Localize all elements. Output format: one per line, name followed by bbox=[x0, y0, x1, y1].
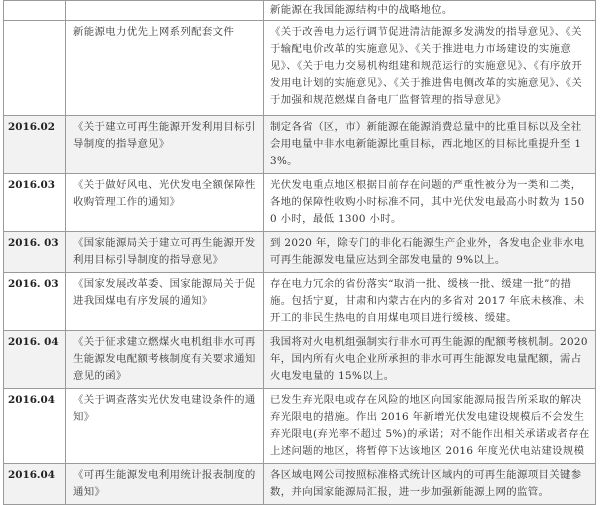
document-cell: 《关于建立可再生能源开发利用目标引导制度的指导意见》 bbox=[66, 116, 264, 174]
date-cell: 2016. 03 bbox=[4, 273, 66, 331]
table-row bbox=[4, 389, 596, 464]
content-cell: 光伏发电重点地区根据目前存在问题的严重性被分为一类和二类，各地的保障性收购小时标准不同，其中光伏发电最高小时数为 1500 小时，最低 1300 小时。 bbox=[264, 174, 596, 232]
content-cell: 新能源在我国能源结构中的战略地位。 bbox=[264, 1, 596, 21]
date-cell: 2016.02 bbox=[4, 116, 66, 174]
date-cell: 2016.04 bbox=[4, 464, 66, 505]
table-row bbox=[4, 464, 596, 505]
document-cell: 《国家发展改革委、国家能源局关于促进我国煤电有序发展的通知》 bbox=[66, 273, 264, 331]
table-row bbox=[4, 116, 596, 174]
content-cell: 制定各省（区，市）新能源在能源消费总量中的比重目标以及全社会用电量中非水电新能源比重目标，西北地区的目标比重提升至 13%。 bbox=[264, 116, 596, 174]
table-row bbox=[4, 331, 596, 389]
document-cell: 《关于征求建立燃煤火电机组非水可再生能源发电配额考核制度有关要求通知意见的函》 bbox=[66, 331, 264, 389]
document-cell: 《国家能源局关于建立可再生能源开发利用目标引导制度的指导意见》 bbox=[66, 232, 264, 273]
content-cell: 存在电力冗余的省份落实“取消一批、缓核一批、缓建一批”的措施。包括宁夏，甘肃和内蒙古在内的多省对 2017 年底未核准、未开工的非民生热电的自用煤电项目进行缓核、缓建。 bbox=[264, 273, 596, 331]
document-cell: 《可再生能源发电利用统计报表制度的通知》 bbox=[66, 464, 264, 505]
date-cell: 2016. 04 bbox=[4, 331, 66, 389]
date-cell: 2016.03 bbox=[4, 174, 66, 232]
document-cell bbox=[66, 1, 264, 21]
content-cell: 各区域电网公司按照标准格式统计区域内的可再生能源项目关键参数，并向国家能源局汇报，进一步加强新能源上网的监管。 bbox=[264, 464, 596, 505]
date-cell bbox=[4, 21, 66, 116]
table-row bbox=[4, 273, 596, 331]
document-cell: 新能源电力优先上网系列配套文件 bbox=[66, 21, 264, 116]
content-cell: 我国将对火电机组强制实行非水可再生能源的配额考核机制。2020 年，国内所有火电企业所承担的非水可再生能源发电量配额，需占火电发电量的 15%以上。 bbox=[264, 331, 596, 389]
table-row bbox=[4, 21, 596, 116]
policy-table bbox=[3, 0, 596, 505]
table-row bbox=[4, 1, 596, 21]
date-cell: 2016. 03 bbox=[4, 232, 66, 273]
policy-table-container bbox=[3, 0, 595, 505]
content-cell: 到 2020 年，除专门的非化石能源生产企业外，各发电企业非水电可再生能源发电量应达到全部发电量的 9%以上。 bbox=[264, 232, 596, 273]
content-cell: 《关于改善电力运行调节促进清洁能源多发满发的指导意见》、《关于输配电价改革的实施意见》、《关于推进电力市场建设的实施意见》、《关于电力交易机构组建和规范运行的实施意见》、《有序放开发用电计划的实施意见》、《关于推进售电侧改革的实施意见》、《关于加强和规范燃煤自备电厂监督管理的指导意见》 bbox=[264, 21, 596, 116]
date-cell bbox=[4, 1, 66, 21]
table-row bbox=[4, 174, 596, 232]
document-cell: 《关于做好风电、光伏发电全额保障性收购管理工作的通知》 bbox=[66, 174, 264, 232]
document-cell: 《关于调查落实光伏发电建设条件的通知》 bbox=[66, 389, 264, 464]
content-cell: 已发生弃光限电或存在风险的地区向国家能源局报告所采取的解决弃光限电的措施。作出 2016 年新增光伏发电建设规模后不会发生弃光限电(弃光率不超过 5%)的承诺；对不能作出相关承诺或者存在上述问题的地区，将暂停下达该地区 2016 年度光伏电站建设规模 bbox=[264, 389, 596, 464]
date-cell: 2016.04 bbox=[4, 389, 66, 464]
table-row bbox=[4, 232, 596, 273]
